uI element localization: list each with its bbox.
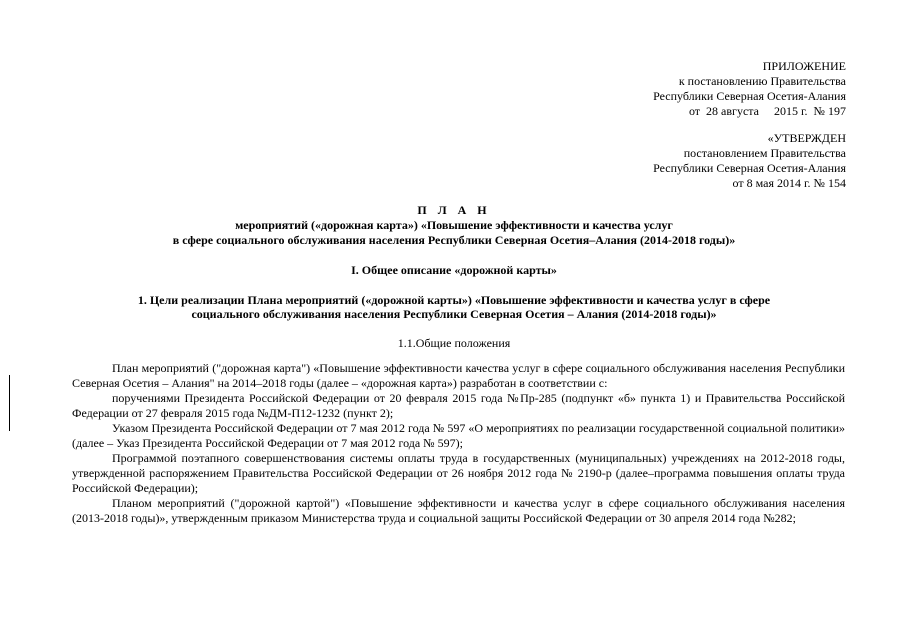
subsection-1-line-1: 1. Цели реализации Плана мероприятий («дорожной карты») «Повышение эффективности и качества услуг в сфере bbox=[137, 293, 771, 307]
appendix-line-2: Республики Северная Осетия-Алания bbox=[653, 89, 846, 103]
plan-title-line-1: мероприятий («дорожная карта») «Повышение эффективности и качества услуг bbox=[235, 218, 673, 232]
paragraph: Указом Президента Российской Федерации от 7 мая 2012 года № 597 «О мероприятиях по реализации государственной социальной политики» (далее – Указ Президента Российской Федерации от 7 мая 2012 года № 597); bbox=[72, 421, 845, 450]
paragraph: План мероприятий ("дорожная карта") «Повышение эффективности качества услуг в сфере социального обслуживания населения Республики Северная Осетия – Алания" на 2014–2018 годы (далее – «дорожная карта») разработан в соответствии с: bbox=[72, 361, 845, 390]
appendix-block bbox=[653, 59, 846, 119]
paragraph: Планом мероприятий ("дорожной картой") «Повышение эффективности и качества услуг в сфере социального обслуживания населения (2013-2018 годы)», утвержденным приказом Министерства труда и социальной защиты Российской Федерации от 30 апреля 2014 года №282; bbox=[72, 496, 845, 525]
approved-line-3: от 8 мая 2014 г. № 154 bbox=[732, 176, 846, 190]
paragraph: поручениями Президента Российской Федерации от 20 февраля 2015 года №Пр-285 (подпункт «б» пункта 1) и Правительства Российской Федерации от 27 февраля 2015 года №ДМ-П12-1232 (пункт 2); bbox=[72, 391, 845, 420]
margin-mark bbox=[9, 375, 10, 431]
appendix-line-1: к постановлению Правительства bbox=[678, 74, 846, 88]
plan-heading: П Л А Н bbox=[417, 203, 491, 217]
subsection-1-1-title: 1.1.Общие положения bbox=[397, 336, 511, 350]
appendix-title: ПРИЛОЖЕНИЕ bbox=[762, 59, 846, 73]
approved-line-2: Республики Северная Осетия-Алания bbox=[653, 161, 846, 175]
section-1-title: I. Общее описание «дорожной карты» bbox=[351, 263, 557, 277]
body-text bbox=[72, 361, 845, 526]
plan-title-line-2: в сфере социального обслуживания населения Республики Северная Осетия–Алания (2014-2018 годы)» bbox=[172, 233, 736, 247]
paragraph: Программой поэтапного совершенствования системы оплаты труда в государственных (муниципальных) учреждениях на 2012-2018 годы, утвержденной распоряжением Правительства Российской Федерации от 26 ноября 2012 года № 2190-р (далее–программа повышения оплаты труда Российской Федерации); bbox=[72, 451, 845, 495]
approved-line-1: постановлением Правительства bbox=[683, 146, 846, 160]
approved-block bbox=[653, 131, 846, 191]
appendix-line-3: от 28 августа 2015 г. № 197 bbox=[688, 104, 846, 118]
approved-title: «УТВЕРЖДЕН bbox=[767, 131, 846, 145]
subsection-1-line-2: социального обслуживания населения Республики Северная Осетия – Алания (2014-2018 годы)» bbox=[191, 307, 717, 321]
